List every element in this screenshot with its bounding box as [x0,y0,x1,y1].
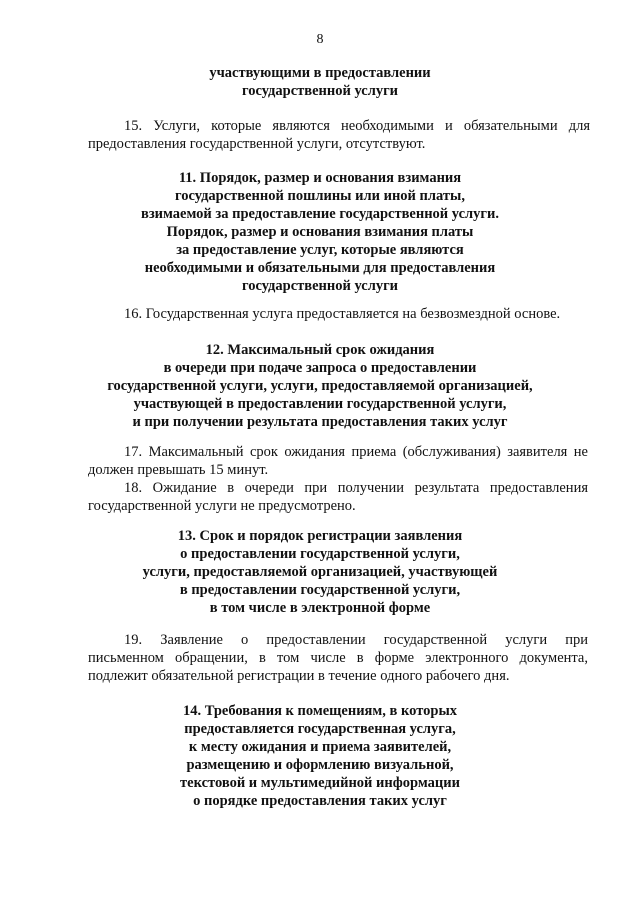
section-14-heading [60,702,580,810]
section-13-heading [60,527,580,617]
paragraph-19 [88,631,588,685]
heading-line: 14. Требования к помещениям, в которых [182,703,458,719]
paragraph-line: должен превышать 15 минут. [88,462,269,478]
heading-line: участвующей в предоставлении государственной услуги, [133,396,507,412]
heading-line: о порядке предоставления таких услуг [193,793,447,809]
heading-line: в очереди при подаче запроса о предоставлении [163,360,477,376]
heading-line: в том числе в электронной форме [209,600,431,616]
paragraph-line: предоставления государственной услуги, отсутствуют. [88,136,426,152]
paragraph-18 [88,479,588,515]
paragraph-16 [88,305,588,323]
heading-line: 11. Порядок, размер и основания взимания [178,170,462,186]
heading-line: и при получении результата предоставления таких услуг [132,414,508,430]
section-12-heading [60,341,580,431]
heading-line: государственной услуги [241,83,399,99]
paragraph-17 [88,443,588,479]
heading-line: Порядок, размер и основания взимания платы [166,224,474,240]
heading-line: государственной услуги, услуги, предоставляемой организацией, [107,378,533,394]
heading-line: услуги, предоставляемой организацией, участвующей [142,564,498,580]
paragraph-line: 18. Ожидание в очереди при получении результата предоставления [124,480,588,496]
heading-line: 13. Срок и порядок регистрации заявления [177,528,463,544]
paragraph-line: 19. Заявление о предоставлении государственной услуги при [124,632,588,648]
heading-line: размещению и оформлению визуальной, [186,757,454,773]
paragraph-line: 16. Государственная услуга предоставляется на безвозмездной основе. [124,306,561,322]
section-11-heading [60,169,580,295]
heading-line: предоставляется государственная услуга, [184,721,456,737]
heading-line: о предоставлении государственной услуги, [180,546,460,562]
heading-line: за предоставление услуг, которые являются [176,242,464,258]
paragraph-line: письменном обращении, в том числе в форме электронного документа, [88,650,588,666]
paragraph-line: 15. Услуги, которые являются необходимыми и обязательными для [124,118,590,134]
heading-line: текстовой и мультимедийной информации [180,775,460,791]
paragraph-line: государственной услуги не предусмотрено. [88,498,356,514]
heading-line: государственной услуги [241,278,399,294]
heading-line: к месту ожидания и приема заявителей, [188,739,452,755]
paragraph-line: 17. Максимальный срок ожидания приема (обслуживания) заявителя не [124,444,588,460]
paragraph-line: подлежит обязательной регистрации в течение одного рабочего дня. [88,668,510,684]
heading-line: участвующими в предоставлении [209,65,431,81]
heading-line: государственной пошлины или иной платы, [175,188,465,204]
heading-line: в предоставлении государственной услуги, [179,582,461,598]
heading-line: взимаемой за предоставление государственной услуги. [141,206,499,222]
page-number: 8 [316,32,324,47]
paragraph-15 [88,117,590,153]
heading-line: 12. Максимальный срок ожидания [205,342,435,358]
section-10-heading-tail [60,64,580,100]
heading-line: необходимыми и обязательными для предоставления [144,260,496,276]
